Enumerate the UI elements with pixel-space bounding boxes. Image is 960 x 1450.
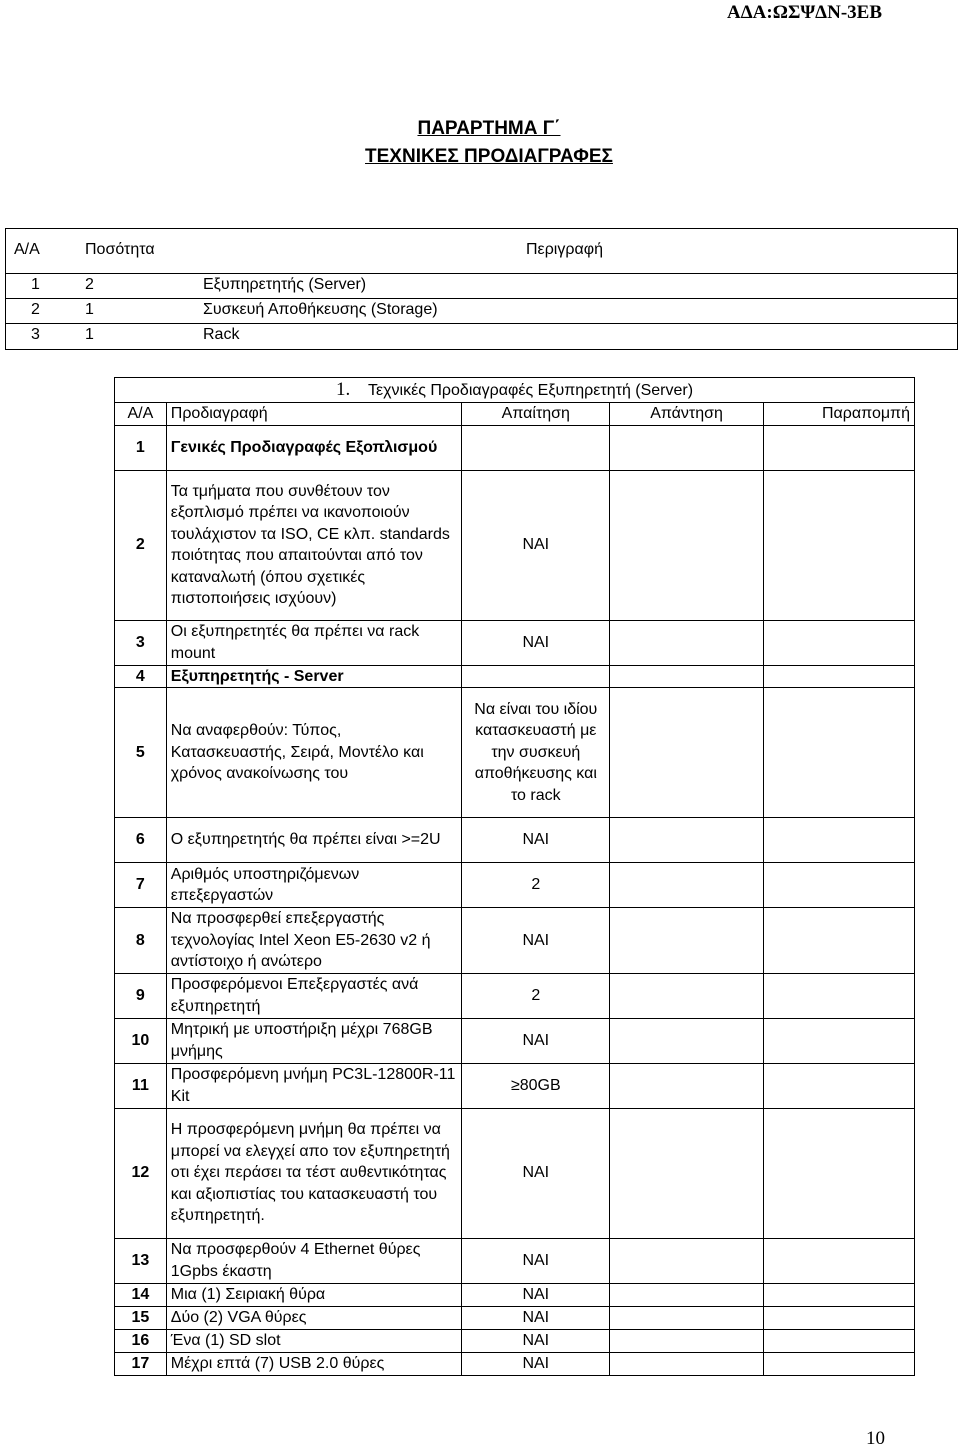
table-row (115, 1018, 915, 1063)
header-req: Απαίτηση (462, 403, 610, 426)
summary-desc: Rack (203, 326, 240, 343)
spec-table (114, 377, 915, 1376)
row-number: 2 (115, 470, 167, 620)
table-row (115, 1238, 915, 1283)
row-desc: Μέχρι επτά (7) USB 2.0 θύρες (166, 1352, 461, 1375)
summary-aa: 1 (31, 276, 40, 293)
row-desc: Προσφερόμενη μνήμη PC3L-12800R-11 Kit (166, 1063, 461, 1108)
table-row (115, 1352, 915, 1375)
row-desc: Αριθμός υποστηριζόμενων επεξεργαστών (166, 863, 461, 908)
table-row (115, 818, 915, 863)
row-desc: Να αναφερθούν: Τύπος, Κατασκευαστής, Σειρά, Μοντέλο και χρόνος ανακοίνωσης του (166, 688, 461, 818)
row-number: 4 (115, 665, 167, 688)
row-number: 6 (115, 818, 167, 863)
row-number: 9 (115, 973, 167, 1018)
table-row (115, 688, 915, 818)
row-desc: Εξυπηρετητής - Server (166, 665, 461, 688)
row-desc: Δύο (2) VGA θύρες (166, 1306, 461, 1329)
row-req: ΝΑΙ (462, 1238, 610, 1283)
row-number: 16 (115, 1329, 167, 1352)
header-ref: Παραπομπή (763, 403, 914, 426)
section-heading (115, 378, 915, 403)
header-ans: Απάντηση (610, 403, 763, 426)
row-number: 15 (115, 1306, 167, 1329)
ada-code: ΑΔΑ:ΩΣΨΔΝ-3ΕΒ (727, 2, 882, 23)
row-number: 11 (115, 1063, 167, 1108)
table-row (115, 973, 915, 1018)
table-row (115, 425, 915, 470)
summary-aa: 2 (31, 301, 40, 318)
row-req: ΝΑΙ (462, 1283, 610, 1306)
row-req: ≥80GB (462, 1063, 610, 1108)
summary-qty: 2 (85, 276, 94, 293)
table-row (115, 1108, 915, 1238)
row-desc: Μια (1) Σειριακή θύρα (166, 1283, 461, 1306)
section-title: Τεχνικές Προδιαγραφές Εξυπηρετητή (Server) (367, 381, 694, 399)
row-req: ΝΑΙ (462, 1108, 610, 1238)
summary-header-qty: Ποσότητα (85, 241, 155, 258)
row-desc: Ένα (1) SD slot (166, 1329, 461, 1352)
section-number: 1. (335, 378, 351, 400)
table-row (115, 470, 915, 620)
page-number: 10 (866, 1428, 885, 1449)
summary-desc: Συσκευή Αποθήκευσης (Storage) (203, 301, 438, 318)
doc-title: ΤΕΧΝΙΚΕΣ ΠΡΟΔΙΑΓΡΑΦΕΣ (365, 146, 613, 167)
table-row (115, 863, 915, 908)
table-row (115, 620, 915, 665)
summary-header-aa: Α/Α (14, 241, 40, 258)
row-req: ΝΑΙ (462, 1352, 610, 1375)
row-desc: Η προσφερόμενη μνήμη θα πρέπει να μπορεί να ελεγχεί απο τον εξυπηρετητή οτι έχει περάσει τα τέστ αυθεντικότητας και αξιοπιστίας του κατασκευαστή του εξυπηρετητή. (166, 1108, 461, 1238)
row-req: ΝΑΙ (462, 1018, 610, 1063)
row-desc: Να προσφερθούν 4 Ethernet θύρες 1Gpbs έκαστη (166, 1238, 461, 1283)
summary-qty: 1 (85, 301, 94, 318)
row-number: 12 (115, 1108, 167, 1238)
row-desc: Τα τμήματα που συνθέτουν τον εξοπλισμό πρέπει να ικανοποιούν τουλάχιστον τα ISO, CE κλπ. standards ποιότητας που απαιτούνται από τον καταναλωτή (όπου σχετικές πιστοποιήσεις ισχύουν) (166, 470, 461, 620)
header-aa: Α/Α (115, 403, 167, 426)
summary-aa: 3 (31, 326, 40, 343)
table-row (115, 1283, 915, 1306)
row-number: 1 (115, 425, 167, 470)
row-number: 17 (115, 1352, 167, 1375)
row-desc: Να προσφερθεί επεξεργαστής τεχνολογίας Intel Xeon E5-2630 v2 ή αντίστοιχο ή ανώτερο (166, 908, 461, 974)
row-req: ΝΑΙ (462, 1329, 610, 1352)
row-number: 8 (115, 908, 167, 974)
row-req (462, 665, 610, 688)
summary-qty: 1 (85, 326, 94, 343)
row-desc: Οι εξυπηρετητές θα πρέπει να rack mount (166, 620, 461, 665)
header-spec: Προδιαγραφή (166, 403, 461, 426)
table-row (115, 665, 915, 688)
row-req: Να είναι του ιδίου κατασκευαστή με την συσκευή αποθήκευσης και το rack (462, 688, 610, 818)
table-row (115, 908, 915, 974)
row-number: 5 (115, 688, 167, 818)
row-req: ΝΑΙ (462, 1306, 610, 1329)
row-req (462, 425, 610, 470)
summary-table (5, 228, 958, 350)
row-number: 13 (115, 1238, 167, 1283)
row-req: ΝΑΙ (462, 620, 610, 665)
annex-title: ΠΑΡΑΡΤΗΜΑ Γ΄ (417, 118, 561, 139)
row-req: ΝΑΙ (462, 470, 610, 620)
table-row (115, 1306, 915, 1329)
row-desc: Ο εξυπηρετητής θα πρέπει είναι >=2U (166, 818, 461, 863)
row-req: ΝΑΙ (462, 818, 610, 863)
summary-desc: Εξυπηρετητής (Server) (203, 276, 367, 293)
row-desc: Γενικές Προδιαγραφές Εξοπλισμού (166, 425, 461, 470)
summary-header-desc: Περιγραφή (526, 241, 603, 258)
row-desc: Προσφερόμενοι Επεξεργαστές ανά εξυπηρετητή (166, 973, 461, 1018)
row-req: ΝΑΙ (462, 908, 610, 974)
row-desc: Μητρική με υποστήριξη μέχρι 768GB μνήμης (166, 1018, 461, 1063)
row-req: 2 (462, 973, 610, 1018)
row-number: 7 (115, 863, 167, 908)
table-row (115, 1063, 915, 1108)
row-number: 10 (115, 1018, 167, 1063)
row-number: 14 (115, 1283, 167, 1306)
table-row (115, 1329, 915, 1352)
row-number: 3 (115, 620, 167, 665)
row-req: 2 (462, 863, 610, 908)
